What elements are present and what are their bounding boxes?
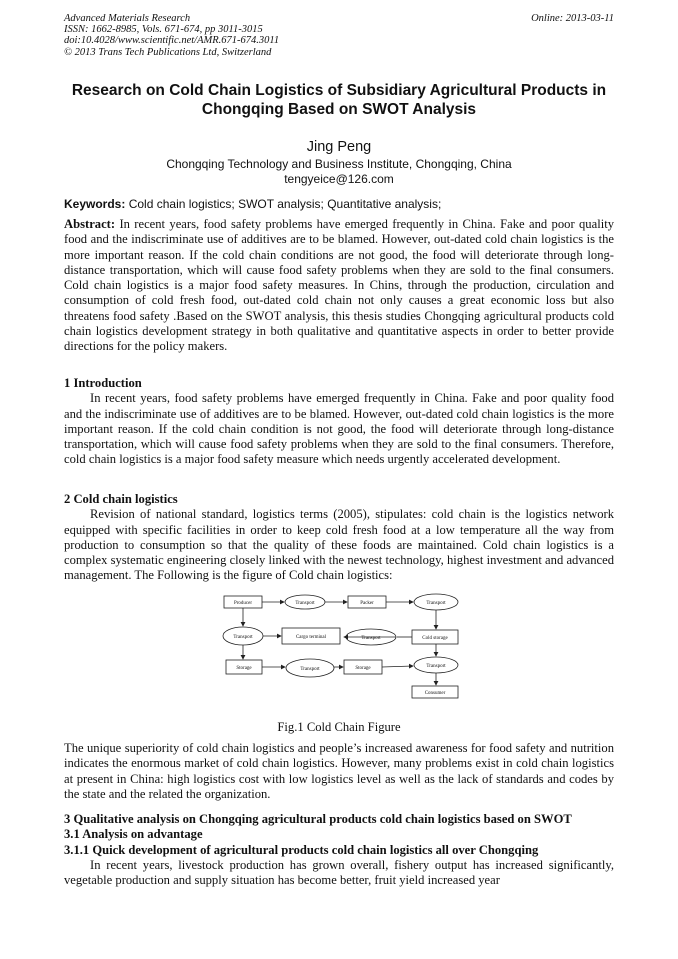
abstract [64,217,614,355]
paragraph: In recent years, food safety problems have emerged frequently in China. Fake and poor quality food and the indiscriminate use of additives are to be blamed. However, out-dated cold chain logistics is the more important reason. If the cold chain condition is not good, the food will deteriorate through long-distance transportation, which will cause food safety problems when they are sold to the final consumers. Therefore, cold chain logistics is a major food safety measure which needs urgently accelerated development. [64,391,614,467]
paragraph: The unique superiority of cold chain logistics and people’s increased awareness for food safety and nutrition indicates the enormous market of cold chain logistics. However, many problems exist in cold chain logistics at present in China: high logistics cost with low logistics level as well as the lack of standards and codes by the state and the related the organization. [64,741,614,801]
transport-label-4: Transport [361,636,381,641]
paragraph-after-figure [64,741,614,802]
section-heading: 3 Qualitative analysis on Chongqing agricultural products cold chain logistics based on SWOT [64,812,572,826]
storage-label-2: Storage [355,666,371,671]
packer-label: Packer [360,601,374,606]
section-qualitative-analysis [64,812,614,888]
author-affiliation-block [0,157,678,187]
cargo-terminal-label: Cargo terminal [295,635,327,640]
section-heading: 1 Introduction [64,376,142,390]
abstract-text: In recent years, food safety problems have emerged frequently in China. Fake and poor quality food and the indiscriminate use of additives are to be blamed. However, out-dated cold chain logistics is the more important reason. If the cold chain conditions are not good, the food will deteriorate through long-distance transportation, which will cause food safety problems when they are sold to the final consumers. Cold chain logistics is a major food safety measures. In Chins, through the production, circulation and consumption of cold fresh food, out-dated cold chain not only causes a great economic loss but also threatens food safety .Based on the SWOT analysis, this thesis studies Chongqing agricultural products cold chain logistics development strategy in both qualitative and quantitative aspects in order to better provide directions for the policy makers. [64,217,614,354]
paragraph: Revision of national standard, logistics terms (2005), stipulates: cold chain is the logistics network equipped with specific facilities in order to keep cold fresh food at a low temperature all the way from production to consumption so that the quality of these foods are maintained. Cold chain logistics is a complex systematic engineering closely linked with the newest technology, highest investment and advanced management. The Following is the figure of Cold chain logistics: [64,507,614,583]
affiliation: Chongqing Technology and Business Institute, Chongqing, China [166,157,512,171]
paper-title: Research on Cold Chain Logistics of Subsidiary Agricultural Products in Chongqing Based on SWOT Analysis [71,82,607,118]
section-introduction [64,376,614,468]
page-header [64,13,614,58]
transport-label-6: Transport [426,664,446,669]
figure-caption: Fig.1 Cold Chain Figure [277,720,401,734]
keywords-label: Keywords: [64,197,126,211]
consumer-label: Consumer [424,691,446,696]
author-name: Jing Peng [306,139,372,155]
producer-label: Producer [233,601,253,606]
storage-label-1: Storage [236,666,252,671]
transport-label-2: Transport [426,601,446,606]
transport-label-3: Transport [233,635,253,640]
author-email: tengyeice@126.com [284,172,394,186]
online-date: Online: 2013-03-11 [531,13,614,24]
transport-label-1: Transport [295,601,315,606]
section-heading: 2 Cold chain logistics [64,492,178,506]
cold-storage-label: Cold storage [422,636,448,641]
subsection-heading: 3.1 Analysis on advantage [64,827,203,842]
transport-label-5: Transport [300,667,320,672]
abstract-label: Abstract: [64,217,116,231]
copyright-line: © 2013 Trans Tech Publications Ltd, Switzerland [64,46,272,58]
cold-chain-figure [216,590,466,700]
keywords [64,197,614,211]
section-cold-chain [64,492,614,584]
paragraph: In recent years, livestock production has grown overall, fishery output has increased significantly, vegetable production and supply situation has become better, fruit yield increased year [64,857,614,888]
keywords-text: Cold chain logistics; SWOT analysis; Quantitative analysis; [128,197,442,211]
subsubsection-heading: 3.1.1 Quick development of agricultural products cold chain logistics all over Chongqing [64,842,539,857]
doi-line: doi:10.4028/www.scientific.net/AMR.671-674.3011 [64,35,280,47]
issn-line: ISSN: 1662-8985, Vols. 671-674, pp 3011-3015 [64,24,263,36]
journal-name: Advanced Materials Research [64,13,191,24]
